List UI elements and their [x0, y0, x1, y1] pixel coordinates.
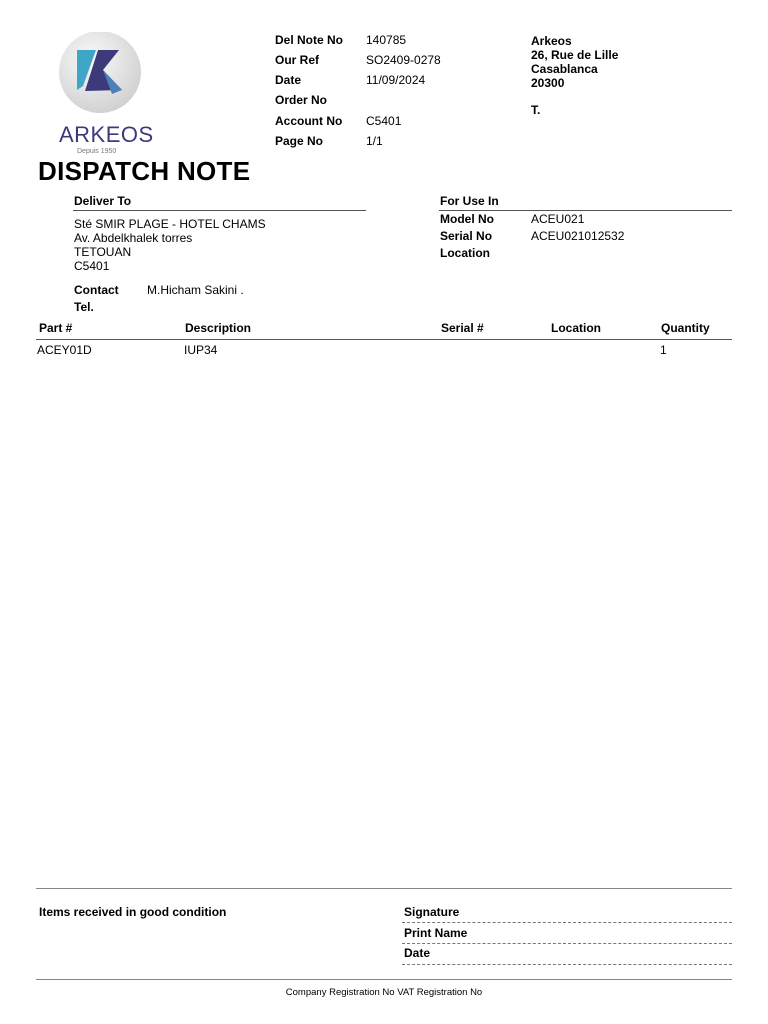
order-no-label: Order No: [275, 93, 328, 107]
signature-line: [402, 922, 732, 923]
vat-registration-label: VAT Registration No: [397, 987, 483, 998]
date-value: 11/09/2024: [366, 73, 426, 87]
table-header-divider: [36, 339, 732, 340]
serial-no-label: Serial No: [440, 229, 493, 243]
column-header-serial: Serial #: [441, 321, 484, 335]
company-street: 26, Rue de Lille: [531, 48, 619, 62]
model-no-label: Model No: [440, 212, 494, 226]
footer-registration: [0, 987, 768, 998]
our-ref-value: SO2409-0278: [366, 53, 441, 67]
received-good-condition-text: Items received in good condition: [39, 905, 227, 919]
del-note-no-value: 140785: [366, 33, 407, 47]
company-name: Arkeos: [531, 34, 572, 48]
cell-description: IUP34: [184, 343, 218, 357]
company-tel-label: T.: [531, 103, 541, 117]
contact-label: Contact: [74, 283, 119, 297]
company-address: [531, 34, 618, 90]
signoff-top-divider: [36, 888, 732, 889]
date-sign-line: [402, 964, 732, 965]
column-header-quantity: Quantity: [661, 321, 710, 335]
company-city: Casablanca: [531, 62, 598, 76]
address-line: C5401: [74, 259, 110, 273]
address-line: Sté SMIR PLAGE - HOTEL CHAMS: [74, 217, 266, 231]
company-registration-label: Company Registration No: [285, 987, 395, 998]
deliver-to-address: [74, 217, 266, 273]
cell-quantity: 1: [660, 343, 667, 357]
model-no-value: ACEU021: [531, 212, 585, 226]
account-no-label: Account No: [275, 114, 343, 128]
address-line: Av. Abdelkhalek torres: [74, 231, 193, 245]
page-no-value: 1/1: [366, 134, 383, 148]
column-header-part: Part #: [39, 321, 73, 335]
cell-part: ACEY01D: [37, 343, 92, 357]
deliver-to-heading: Deliver To: [74, 194, 132, 208]
page-no-label: Page No: [275, 134, 324, 148]
contact-value: M.Hicham Sakini .: [147, 283, 244, 297]
page-title: DISPATCH NOTE: [38, 156, 251, 186]
column-header-location: Location: [551, 321, 601, 335]
address-line: TETOUAN: [74, 245, 132, 259]
signature-label: Signature: [404, 905, 460, 919]
deliver-to-divider: [73, 210, 366, 211]
logo-tagline: Depuis 1950: [77, 148, 117, 155]
account-no-value: C5401: [366, 114, 402, 128]
for-use-in-divider: [439, 210, 732, 211]
location-label: Location: [440, 246, 490, 260]
serial-no-value: ACEU021012532: [531, 229, 625, 243]
footer-divider: [36, 979, 732, 980]
print-name-label: Print Name: [404, 926, 468, 940]
company-logo: [56, 32, 170, 158]
print-name-line: [402, 943, 732, 944]
for-use-in-heading: For Use In: [440, 194, 499, 208]
date-sign-label: Date: [404, 946, 431, 960]
column-header-description: Description: [185, 321, 252, 335]
logo-brand-text: ARKEOS: [59, 122, 154, 147]
tel-label: Tel.: [74, 300, 94, 314]
date-label: Date: [275, 73, 302, 87]
company-postcode: 20300: [531, 76, 565, 90]
del-note-no-label: Del Note No: [275, 33, 344, 47]
our-ref-label: Our Ref: [275, 53, 320, 67]
